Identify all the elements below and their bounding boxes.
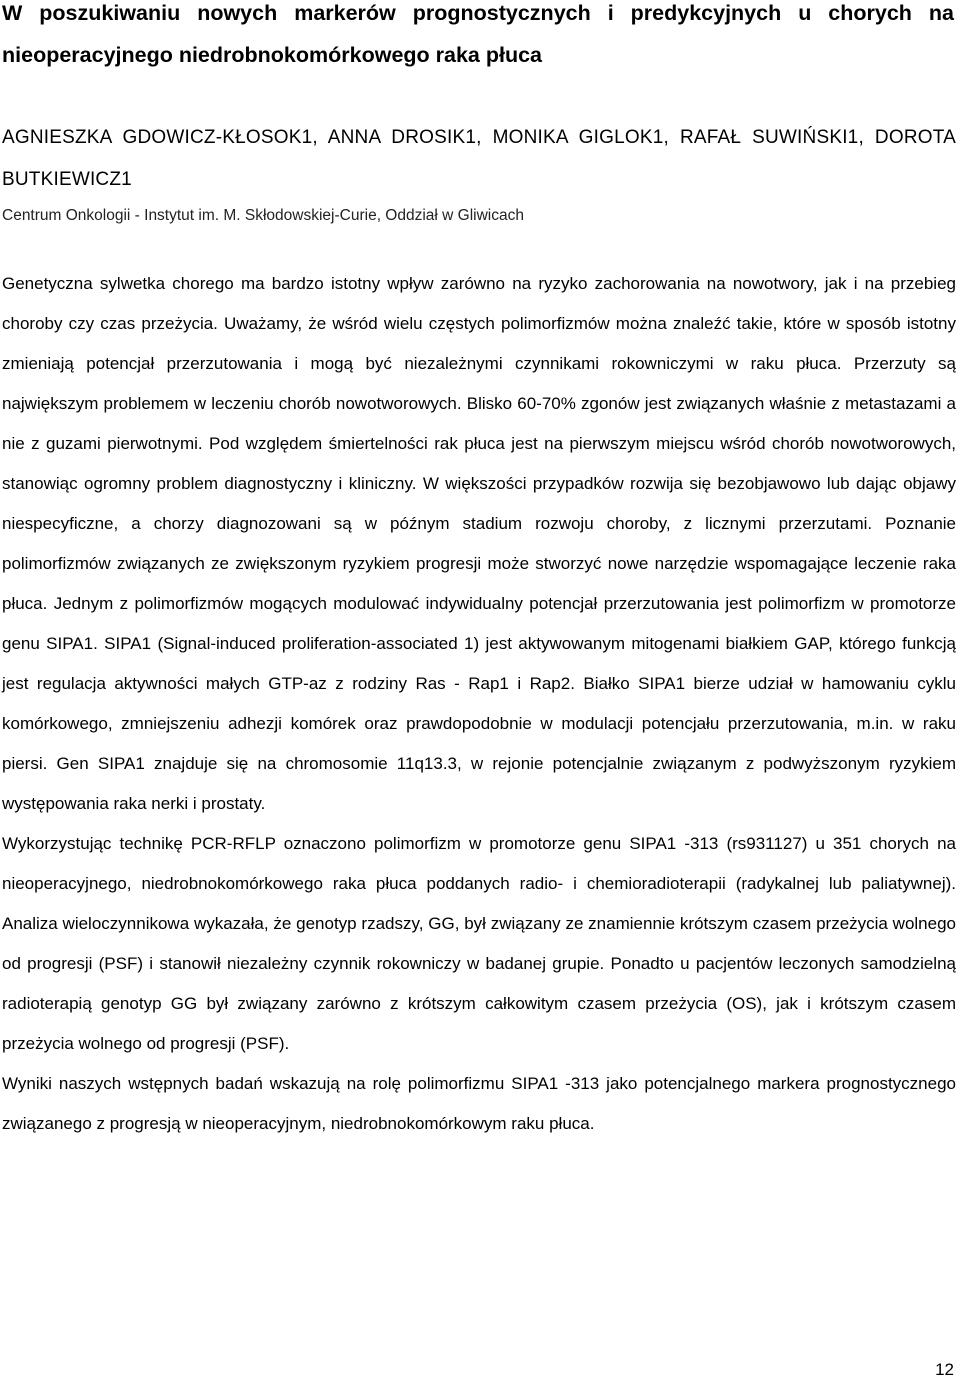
paragraph-1: Genetyczna sylwetka chorego ma bardzo istotny wpływ zarówno na ryzyko zachorowania na nowotwory, jak i na przebieg choroby czy czas przeżycia. Uważamy, że wśród wielu częstych polimorfizmów można znaleźć takie, które w sposób istotny zmieniają potencjał przerzutowania i mogą być niezależnymi czynnikami rokowniczymi w raku płuca. Przerzuty są największym problemem w leczeniu chorób nowotworowych. Blisko 60-70% zgonów jest związanych właśnie z metastazami a nie z guzami pierwotnymi. Pod względem śmiertelności rak płuca jest na pierwszym miejscu wśród chorób nowotworowych, stanowiąc ogromny problem diagnostyczny i kliniczny. W większości przypadków rozwija się bezobjawowo lub dając objawy niespecyficzne, a chorzy diagnozowani są w późnym stadium rozwoju choroby, z licznymi przerzutami. Poznanie polimorfizmów związanych ze zwiększonym ryzykiem progresji może stworzyć nowe narzędzie wspomagające leczenie raka płuca. Jednym z polimorfizmów mogących modulować indywidualny potencjał przerzutowania jest polimorfizm w promotorze genu SIPA1. SIPA1 (Signal-induced proliferation-associated 1) jest aktywowanym mitogenami białkiem GAP, którego funkcją jest regulacja aktywności małych GTP-az z rodziny Ras - Rap1 i Rap2. Białko SIPA1 bierze udział w hamowaniu cyklu komórkowego, zmniejszeniu adhezji komórek oraz prawdopodobnie w modulacji potencjału przerzutowania, m.in. w raku piersi. Gen SIPA1 znajduje się na chromosomie 11q13.3, w rejonie potencjalnie związanym z podwyższonym ryzykiem występowania raka nerki i prostaty.: [2, 274, 956, 813]
affiliation: Centrum Onkologii - Instytut im. M. Skłodowskiej-Curie, Oddział w Gliwicach: [2, 207, 524, 224]
abstract-body: [2, 264, 956, 1144]
author-list: AGNIESZKA GDOWICZ-KŁOSOK1, ANNA DROSIK1, MONIKA GIGLOK1, RAFAŁ SUWIŃSKI1, DOROTA BUTKIEWICZ1: [2, 127, 956, 190]
page-number: 12: [935, 1360, 954, 1379]
paragraph-3: Wyniki naszych wstępnych badań wskazują na rolę polimorfizmu SIPA1 -313 jako potencjalnego markera prognostycznego związanego z progresją w nieoperacyjnym, niedrobnokomórkowym raku płuca.: [2, 1074, 956, 1133]
paragraph-2: Wykorzystując technikę PCR-RFLP oznaczono polimorfizm w promotorze genu SIPA1 -313 (rs931127) u 351 chorych na nieoperacyjnego, niedrobnokomórkowego raka płuca poddanych radio- i chemioradioterapii (radykalnej lub paliatywnej). Analiza wieloczynnikowa wykazała, że genotyp rzadszy, GG, był związany ze znamiennie krótszym czasem przeżycia wolnego od progresji (PSF) i stanowił niezależny czynnik rokowniczy w badanej grupie. Ponadto u pacjentów leczonych samodzielną radioterapią genotyp GG był związany zarówno z krótszym całkowitym czasem przeżycia (OS), jak i krótszym czasem przeżycia wolnego od progresji (PSF).: [2, 834, 956, 1053]
document-title: W poszukiwaniu nowych markerów prognostycznych i predykcyjnych u chorych na nieoperacyjnego niedrobnokomórkowego raka płuca: [2, 1, 954, 67]
